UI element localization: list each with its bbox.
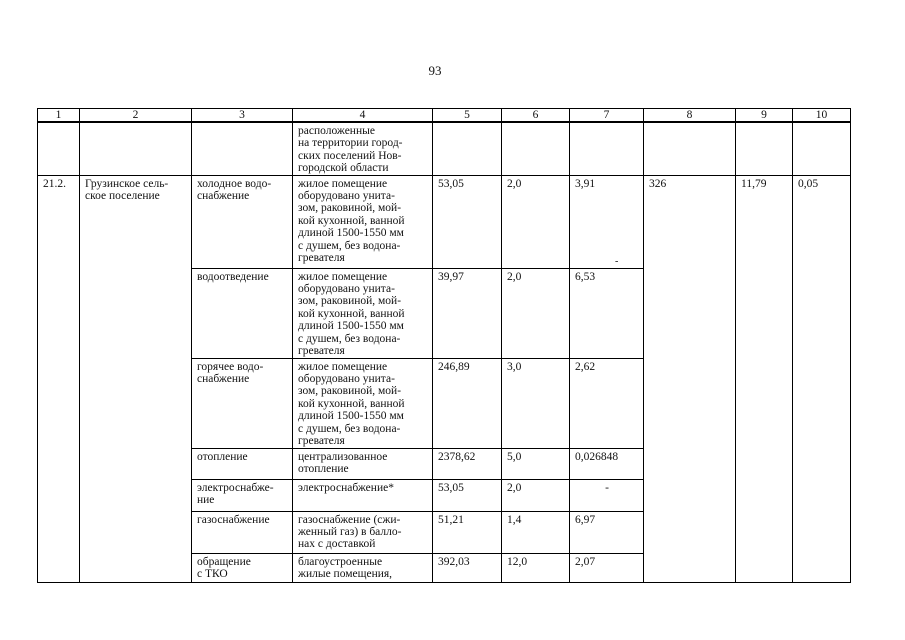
text-line: зом, раковиной, мой-: [298, 295, 402, 308]
value-cell-col5: 53,05: [433, 479, 502, 511]
value-cell-col6: 5,0: [502, 448, 570, 479]
value-cell-col5: 39,97: [433, 268, 502, 358]
settlement-col8-cell: 326: [644, 175, 736, 582]
dash-mark: -: [605, 481, 609, 494]
text-line: с ТКО: [197, 568, 228, 581]
description-cell: [293, 511, 433, 553]
text-line: с душем, без водона-: [298, 422, 401, 435]
value-cell-col7: 2,62: [570, 358, 644, 448]
settlement-col10-cell: 0,05: [793, 175, 851, 582]
text-line: на территории город-: [298, 137, 403, 150]
value-cell-col5: 51,21: [433, 511, 502, 553]
text-line: с душем, без водона-: [298, 332, 401, 345]
text-line: Грузинское сель-: [85, 177, 169, 190]
text-line: жилые помещения,: [298, 568, 393, 581]
text-line: с душем, без водона-: [298, 239, 401, 252]
value-cell-col7: 6,97: [570, 511, 644, 553]
continuation-row: [38, 122, 851, 175]
text-line: городской области: [298, 162, 389, 175]
text-line: ских поселений Нов-: [298, 149, 402, 162]
description-cell: [293, 553, 433, 582]
service-cell: [192, 553, 293, 582]
text-line: электроснабже-: [197, 481, 274, 494]
text-line: снабжение: [197, 373, 250, 386]
text-line: обращение: [197, 555, 251, 568]
settlement-col9-cell: 11,79: [736, 175, 793, 582]
value-cell-col6: 1,4: [502, 511, 570, 553]
service-cell: [192, 448, 293, 479]
text-line: газоснабжение: [197, 513, 270, 526]
value-cell-col6: 12,0: [502, 553, 570, 582]
text-line: гревателя: [298, 252, 345, 265]
text-line: электроснабжение*: [298, 481, 394, 494]
description-cell: [293, 268, 433, 358]
column-number: 9: [736, 109, 793, 123]
text-line: оборудовано унита-: [298, 373, 395, 386]
description-cell: [293, 175, 433, 268]
text-line: расположенные: [298, 125, 375, 137]
value-cell-col7: 2,07: [570, 553, 644, 582]
text-line: жилое помещение: [298, 270, 388, 283]
service-cell: [192, 511, 293, 553]
text-line: жилое помещение: [298, 360, 388, 373]
text-line: централизованное: [298, 450, 388, 463]
text-line: кой кухонной, ванной: [298, 214, 405, 227]
value-cell-col7: 6,53: [570, 268, 644, 358]
text-line: газоснабжение (сжи-: [298, 513, 401, 526]
table-cell: [793, 122, 851, 175]
service-cell: [192, 175, 293, 268]
column-number: 10: [793, 109, 851, 123]
value-cell-col5: 2378,62: [433, 448, 502, 479]
table-cell: [80, 122, 192, 175]
stray-mark: -: [615, 256, 619, 267]
description-cell: [293, 358, 433, 448]
table-row: [38, 175, 851, 268]
column-number: 3: [192, 109, 293, 123]
table-cell: [644, 122, 736, 175]
text-line: отопление: [197, 450, 248, 463]
text-line: ское поселение: [85, 190, 160, 203]
column-number: 7: [570, 109, 644, 123]
text-line: кой кухонной, ванной: [298, 307, 405, 320]
service-cell: [192, 358, 293, 448]
text-line: кой кухонной, ванной: [298, 397, 405, 410]
text-line: оборудовано унита-: [298, 283, 395, 296]
text-line: длиной 1500-1550 мм: [298, 410, 404, 423]
value-cell-col5: 392,03: [433, 553, 502, 582]
column-number: 5: [433, 109, 502, 123]
value-cell-col5: 246,89: [433, 358, 502, 448]
description-cell: [293, 479, 433, 511]
value-cell-col6: 2,0: [502, 175, 570, 268]
text-line: нах с доставкой: [298, 538, 376, 551]
column-number: 1: [38, 109, 80, 123]
continuation-description-cell: [293, 122, 433, 175]
column-number: 8: [644, 109, 736, 123]
column-number-row: [38, 109, 851, 123]
settlement-number-cell: 21.2.: [38, 175, 80, 582]
value-cell-col7: 0,026848: [570, 448, 644, 479]
service-cell: [192, 479, 293, 511]
service-cell: [192, 268, 293, 358]
text-line: ние: [197, 494, 215, 507]
tariff-norms-table: [37, 108, 851, 583]
value-cell-col6: 2,0: [502, 479, 570, 511]
table-cell: [433, 122, 502, 175]
text-line: гревателя: [298, 435, 345, 448]
text-line: зом, раковиной, мой-: [298, 202, 402, 215]
page-number: 93: [428, 63, 442, 78]
description-cell: [293, 448, 433, 479]
value-cell-col7: [570, 479, 644, 511]
text-line: женный газ) в балло-: [298, 526, 402, 539]
value-cell-col7: 3,91: [570, 175, 644, 268]
text-line: снабжение: [197, 190, 250, 203]
text-line: холодное водо-: [197, 177, 272, 190]
table-cell: [192, 122, 293, 175]
text-line: оборудовано унита-: [298, 190, 395, 203]
table-cell: [570, 122, 644, 175]
text-line: длиной 1500-1550 мм: [298, 227, 404, 240]
text-line: длиной 1500-1550 мм: [298, 320, 404, 333]
text-line: горячее водо-: [197, 360, 264, 373]
text-line: отопление: [298, 463, 349, 476]
table-cell: [502, 122, 570, 175]
text-line: зом, раковиной, мой-: [298, 385, 402, 398]
column-number: 4: [293, 109, 433, 123]
text-line: гревателя: [298, 345, 345, 358]
column-number: 6: [502, 109, 570, 123]
table-cell: [38, 122, 80, 175]
text-line: благоустроенные: [298, 555, 383, 568]
settlement-name-cell: [80, 175, 192, 582]
value-cell-col6: 3,0: [502, 358, 570, 448]
value-cell-col6: 2,0: [502, 268, 570, 358]
table-cell: [736, 122, 793, 175]
column-number: 2: [80, 109, 192, 123]
text-line: жилое помещение: [298, 177, 388, 190]
text-line: водоотведение: [197, 270, 269, 283]
value-cell-col5: 53,05: [433, 175, 502, 268]
